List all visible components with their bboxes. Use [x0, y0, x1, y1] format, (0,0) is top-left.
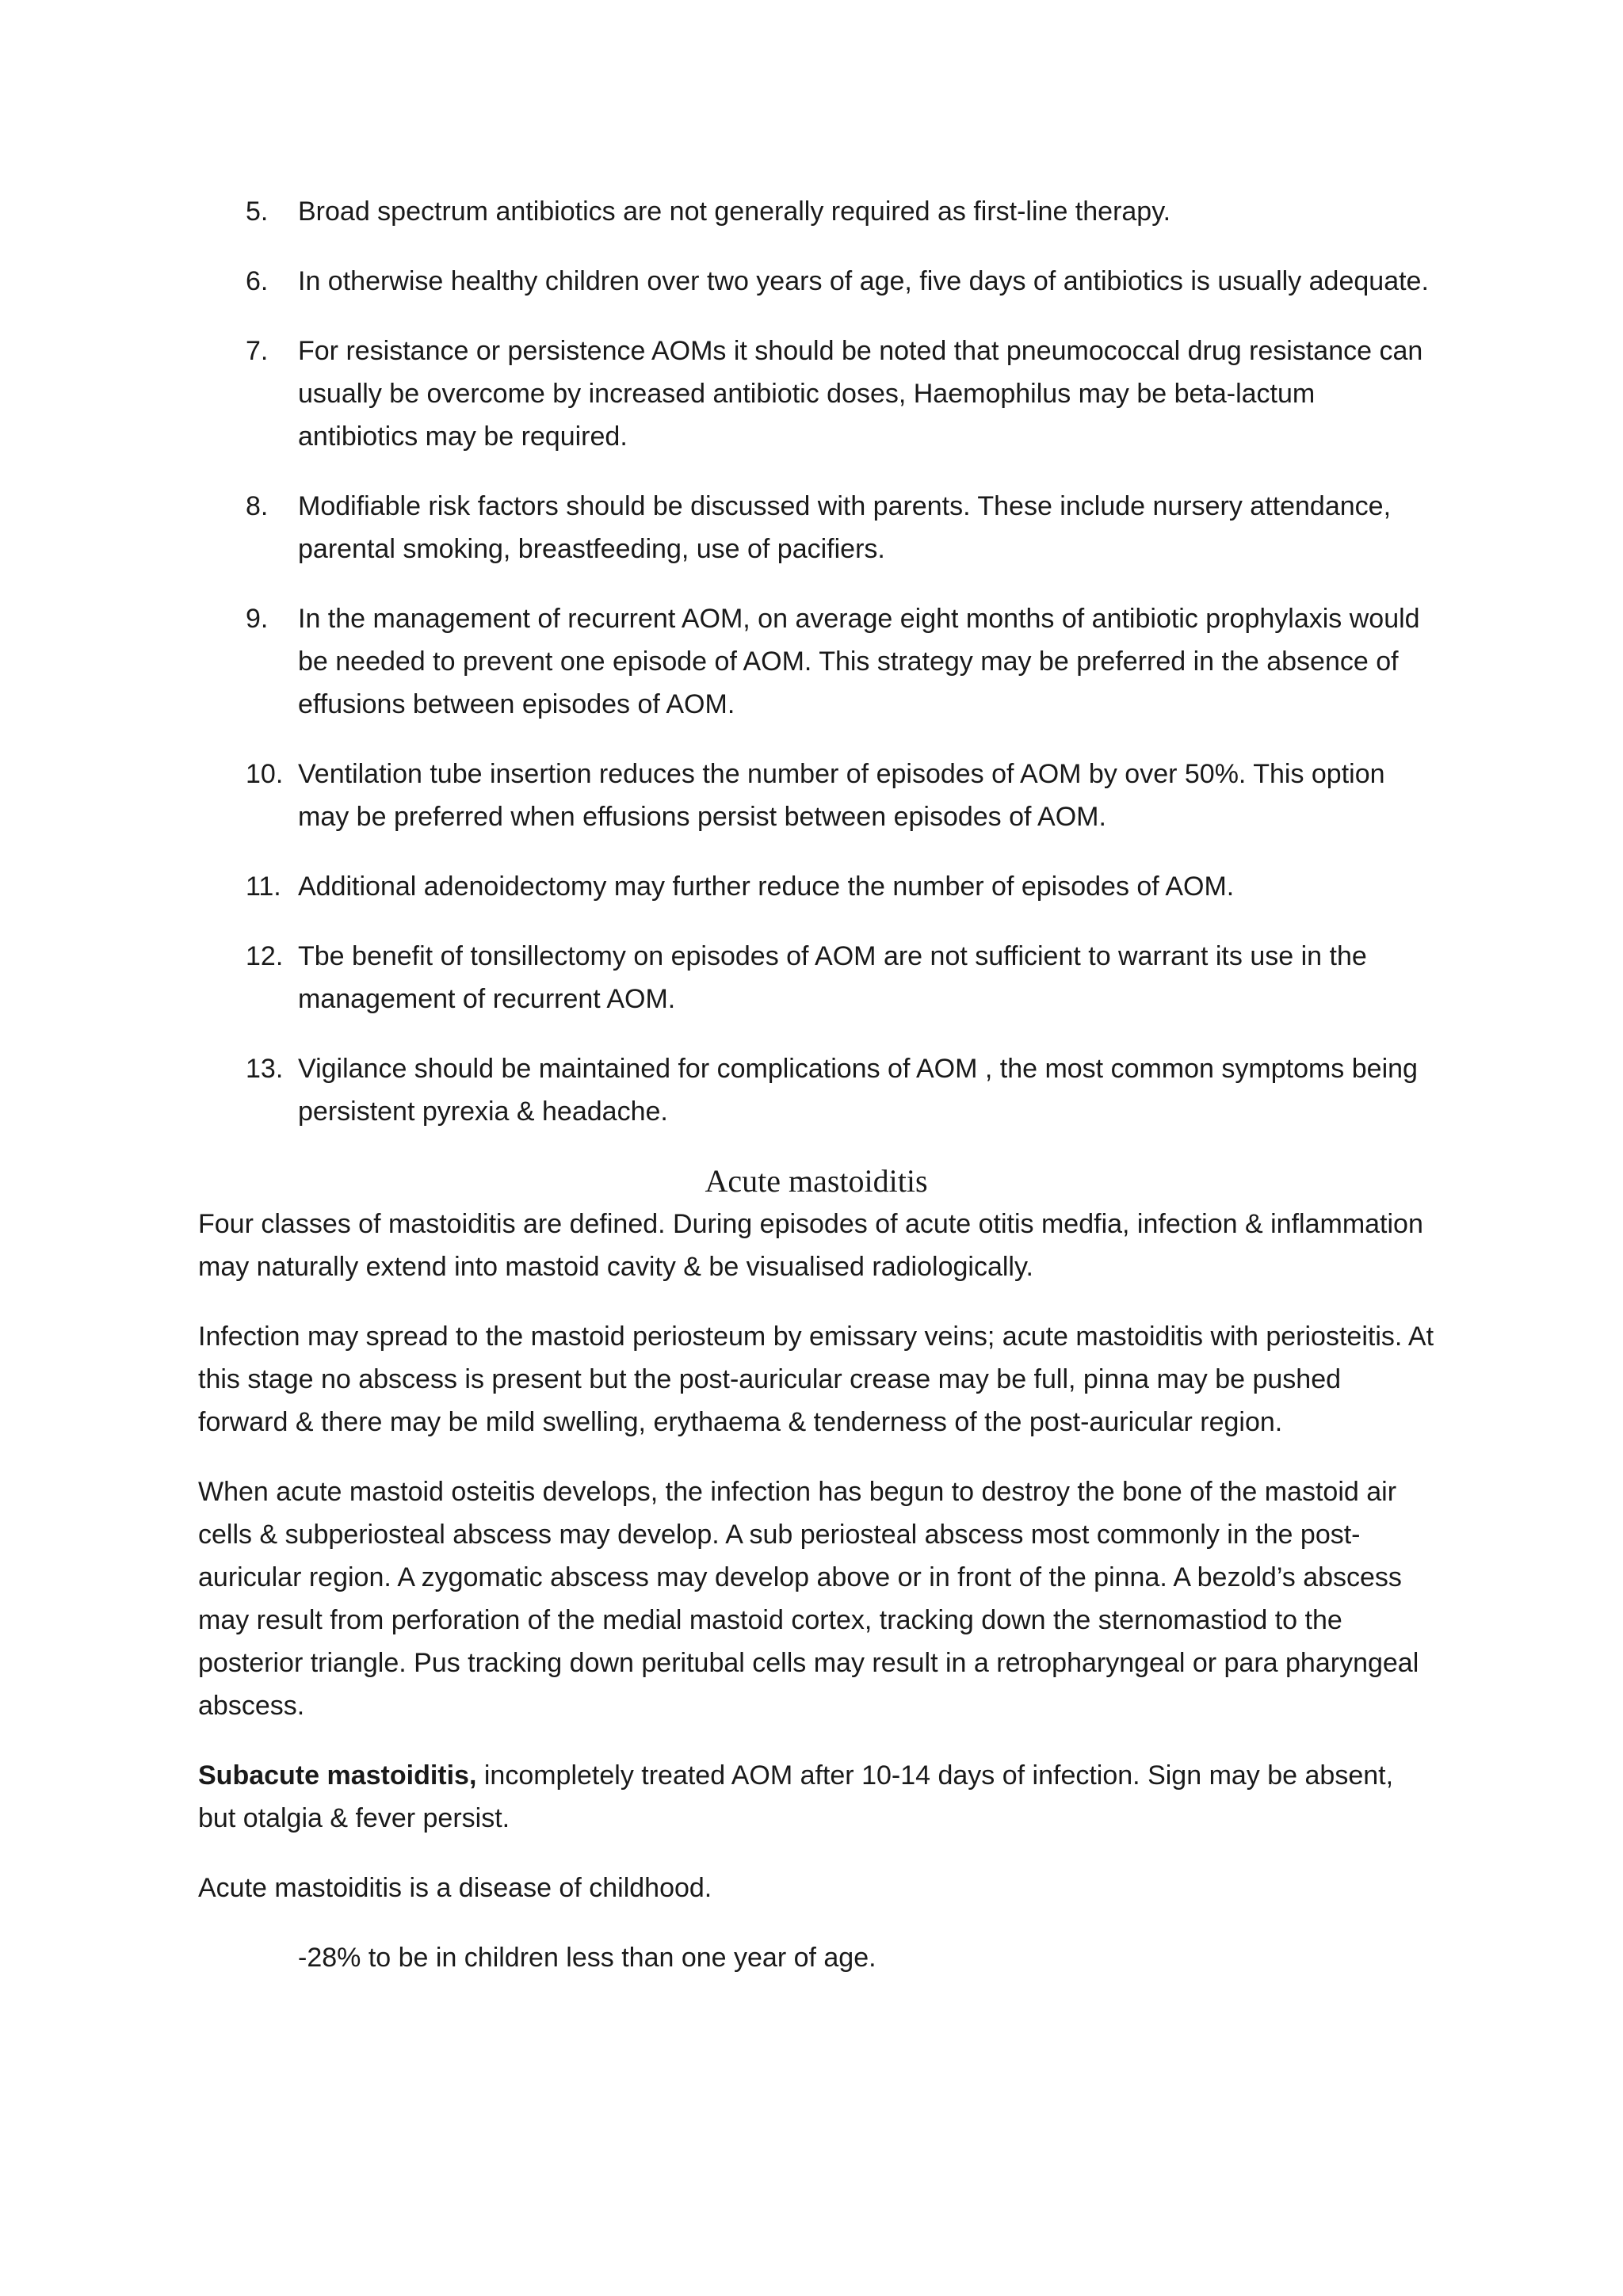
paragraph-childhood: Acute mastoiditis is a disease of childhood. [198, 1873, 712, 1903]
page-content [198, 190, 1434, 1979]
list-item-text: Ventilation tube insertion reduces the number of episodes of AOM by over 50%. This option may be preferred when effusions persist between episodes of AOM. [298, 759, 1385, 832]
paragraph-classes: Four classes of mastoiditis are defined. During episodes of acute otitis medfia, infection & inflammation may naturally extend into mastoid cavity & be visualised radiologically. [198, 1209, 1423, 1282]
list-item [198, 190, 1434, 233]
list-item-number: 13. [246, 1054, 284, 1084]
subacute-text: incompletely treated AOM after 10-14 days of infection. Sign may be absent, but otalgia & fever persist. [198, 1760, 1394, 1833]
list-item [198, 330, 1434, 458]
list-item [198, 260, 1434, 303]
list-item-number: 7. [246, 336, 269, 366]
list-item-text: In otherwise healthy children over two years of age, five days of antibiotics is usually adequate. [298, 266, 1429, 296]
paragraph-periosteitis: Infection may spread to the mastoid periosteum by emissary veins; acute mastoiditis with periosteitis. At this stage no abscess is present but the post-auricular crease may be full, pinna may be pushed forward & there may be mild swelling, erythaema & tenderness of the post-auricular region. [198, 1322, 1434, 1437]
list-item-text: Broad spectrum antibiotics are not generally required as first-line therapy. [298, 196, 1171, 227]
list-item [198, 753, 1434, 838]
list-item-text: Tbe benefit of tonsillectomy on episodes of AOM are not sufficient to warrant its use in the management of recurrent AOM. [298, 941, 1367, 1014]
list-item-text: Vigilance should be maintained for complications of AOM , the most common symptoms being persistent pyrexia & headache. [298, 1054, 1418, 1127]
list-item [198, 935, 1434, 1020]
list-item-text: Modifiable risk factors should be discussed with parents. These include nursery attendance, parental smoking, breastfeeding, use of pacifiers. [298, 491, 1392, 564]
list-item-number: 11. [246, 871, 281, 902]
list-item-text: Additional adenoidectomy may further reduce the number of episodes of AOM. [298, 871, 1235, 902]
list-item-number: 6. [246, 266, 269, 296]
list-item-number: 9. [246, 604, 269, 634]
subacute-term: Subacute mastoiditis, [198, 1760, 477, 1791]
list-item [198, 865, 1434, 908]
list-item-number: 10. [246, 759, 284, 789]
numbered-list [198, 190, 1434, 1133]
section-heading: Acute mastoiditis [705, 1163, 928, 1199]
paragraph-subacute [198, 1754, 1434, 1840]
paragraph-osteitis: When acute mastoid osteitis develops, the infection has begun to destroy the bone of the mastoid air cells & subperiosteal abscess may develop. A sub periosteal abscess most commonly in the post-auricular region. A zygomatic abscess may develop above or in front of the pinna. A bezold’s abscess may result from perforation of the medial mastoid cortex, tracking down the sternomastiod to the posterior triangle. Pus tracking down peritubal cells may result in a retropharyngeal or para pharyngeal abscess. [198, 1477, 1419, 1721]
list-item-text: In the management of recurrent AOM, on average eight months of antibiotic prophylaxis would be needed to prevent one episode of AOM. This strategy may be preferred in the absence of effusions between episodes of AOM. [298, 604, 1420, 719]
indented-statistic: -28% to be in children less than one year of age. [298, 1943, 876, 1973]
list-item [198, 1047, 1434, 1133]
list-item-number: 8. [246, 491, 269, 521]
list-item-number: 12. [246, 941, 284, 971]
list-item-text: For resistance or persistence AOMs it should be noted that pneumococcal drug resistance can usually be overcome by increased antibiotic doses, Haemophilus may be beta-lactum antibiotics may be required. [298, 336, 1423, 452]
list-item [198, 485, 1434, 570]
list-item [198, 597, 1434, 726]
list-item-number: 5. [246, 196, 269, 227]
